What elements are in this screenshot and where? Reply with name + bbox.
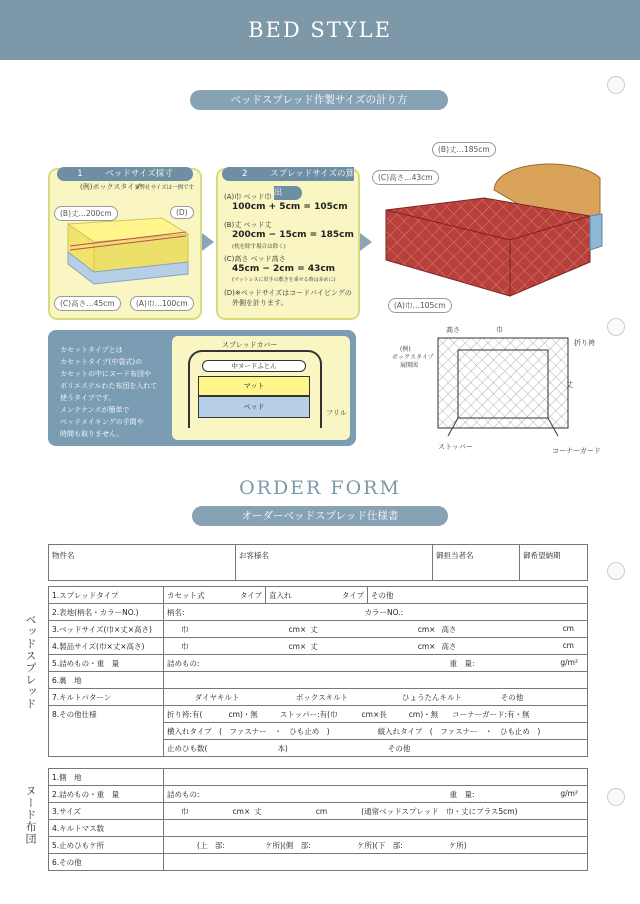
filling-field[interactable]: 詰めもの: 重 量: g/m² xyxy=(164,655,588,672)
note-label: ※弊社サイズは一例です xyxy=(135,185,195,191)
calc-d-note: (D)※ベッドサイズはコードパイピングの xyxy=(224,289,352,297)
cassette-description: カセットタイプとは カセットタイプ(中袋式)の カセットの中にヌード布団や ポリエステルわた布団を入れて 使うタイプです。 メンテナンスが簡単で ベッドメイキングの手間や 時間も取りません。 xyxy=(60,346,158,438)
futon-filling-field[interactable]: 詰めもの: 重 量: g/m² xyxy=(164,786,588,803)
row-label: 3.ベッドサイズ(巾×丈×高さ) xyxy=(49,621,164,638)
row-label: 7.キルトパターン xyxy=(49,689,164,706)
type-direct[interactable]: 直入れ タイプ xyxy=(266,587,368,604)
delivery-date-field[interactable]: 御希望納期 xyxy=(520,545,588,581)
example-label: (例)ボックスタイプ xyxy=(80,183,142,191)
row-label: 6.その他 xyxy=(49,854,164,871)
calc-b-label: (B)丈 ベッド丈 xyxy=(224,221,272,229)
a-width-label: (A)巾…100cm xyxy=(130,296,194,311)
row-label: 5.詰めもの・重 量 xyxy=(49,655,164,672)
box-height-label: 高さ xyxy=(446,326,460,334)
calc-c-label: (C)高さ ベッド高さ xyxy=(224,255,286,263)
bed-base: ベッド xyxy=(198,396,310,418)
panel-title: 2 スプレッドサイズの算出 xyxy=(222,167,354,200)
row-label: 6.裏 地 xyxy=(49,672,164,689)
order-form-title: ORDER FORM xyxy=(239,477,401,499)
lining-field[interactable] xyxy=(164,672,588,689)
row-label: 4.キルトマス数 xyxy=(49,820,164,837)
product-size-field[interactable]: 巾 cm× 丈 cm× 高さ cm xyxy=(164,638,588,655)
binder-hole xyxy=(607,318,625,336)
calc-b-value: 200cm − 15cm = 185cm xyxy=(232,230,354,240)
calc-a-value: 100cm + 5cm = 105cm xyxy=(232,202,348,212)
project-name-field[interactable]: 物件名 xyxy=(49,545,236,581)
d-label: (D) xyxy=(170,206,194,219)
c-height-label: (C)高さ…45cm xyxy=(54,296,121,311)
type-other[interactable]: その他 xyxy=(368,587,588,604)
customer-name-field[interactable]: お客様名 xyxy=(236,545,433,581)
page-title: BED STYLE xyxy=(248,18,392,42)
box-length-label: 丈 xyxy=(566,381,573,389)
row-label: 8.その他仕様 xyxy=(49,706,164,757)
tie-locations-field[interactable]: (上 部: ケ所)(側 部: ケ所)(下 部: ケ所) xyxy=(164,837,588,854)
futon-other-field[interactable] xyxy=(164,854,588,871)
spread-size-panel xyxy=(216,168,360,320)
quilt-count-field[interactable] xyxy=(164,820,588,837)
other-spec-field[interactable]: 折り袴:有( cm)・無 ストッパー:有(巾 cm×長 cm)・無 コーナーガード:有・無 xyxy=(164,706,588,723)
arrow-right-icon xyxy=(202,233,214,251)
page-header xyxy=(0,0,640,60)
type-cassette[interactable]: カセット式 タイプ xyxy=(164,587,266,604)
calc-d-note2: 外側を計ります。 xyxy=(232,299,288,307)
calc-a-label: (A)巾 ベッド巾 xyxy=(224,193,272,201)
row-label: 1.側 地 xyxy=(49,769,164,786)
calc-c-value: 45cm − 2cm = 43cm xyxy=(232,264,336,274)
panel-title: 1 ベッドサイズ採寸 xyxy=(57,167,192,181)
order-top-table xyxy=(48,544,588,581)
box-width-label: 巾 xyxy=(496,326,503,334)
fabric-field[interactable]: 柄名: カラーNO.: xyxy=(164,604,588,621)
measure-heading: ベッドスプレッド作製サイズの計り方 xyxy=(190,90,448,110)
cassette-info-panel xyxy=(48,330,356,446)
bedspread-spec-table xyxy=(48,586,588,757)
contact-person-field[interactable]: 御担当者名 xyxy=(433,545,520,581)
b-length-label: (B)丈…200cm xyxy=(54,206,118,221)
frill-label: フリル xyxy=(326,409,347,417)
row-label: 2.詰めもの・重 量 xyxy=(49,786,164,803)
row-label: 3.サイズ xyxy=(49,803,164,820)
box-note: 展開図 xyxy=(400,362,419,369)
insert-type-field[interactable]: 横入れタイプ ( ファスナー ・ ひも止め ) 縦入れタイプ ( ファスナー ・ ひも止め ) xyxy=(164,723,588,740)
row-label: 4.製品サイズ(巾×丈×高さ) xyxy=(49,638,164,655)
box-corner-label: コーナーガード xyxy=(552,447,601,455)
binder-hole xyxy=(607,562,625,580)
binder-hole xyxy=(607,788,625,806)
order-form-heading: オーダーベッドスプレッド仕様書 xyxy=(192,506,448,526)
cover-label: スプレッドカバー xyxy=(222,341,278,349)
product-c-label: (C)高さ…43cm xyxy=(372,170,439,185)
box-stopper-label: ストッパー xyxy=(438,443,473,451)
bed-size-panel xyxy=(48,168,202,320)
cassette-diagram xyxy=(172,336,350,440)
futon-size-field[interactable]: 巾 cm× 丈 cm (通常ベッドスプレッド 巾・丈にプラス5cm) xyxy=(164,803,588,820)
bed-size-field[interactable]: 巾 cm× 丈 cm× 高さ cm xyxy=(164,621,588,638)
product-a-label: (A)巾…105cm xyxy=(388,298,452,313)
box-note: (例) xyxy=(400,346,411,353)
calc-c-note: (マットレスに厚手の敷きを乗せる時は多めに) xyxy=(232,277,336,283)
row-label: 5.止めひもケ所 xyxy=(49,837,164,854)
side-fabric-field[interactable] xyxy=(164,769,588,786)
mattress: マット xyxy=(198,376,310,396)
box-note: ボックスタイプ xyxy=(392,354,434,361)
tie-count-field[interactable]: 止めひも数( 本) その他 xyxy=(164,740,588,757)
nude-futon: 中ヌードふとん xyxy=(202,360,306,372)
quilt-pattern-field[interactable]: ダイヤキルト ボックスキルト ひょうたんキルト その他 xyxy=(164,689,588,706)
box-pattern-diagram xyxy=(420,320,590,455)
calc-b-note: (枕を除す場合は除く) xyxy=(232,244,286,250)
row-label: 1.スプレッドタイプ xyxy=(49,587,164,604)
binder-hole xyxy=(607,76,625,94)
section-label-bedspread: ベッドスプレッド xyxy=(24,614,37,710)
row-label: 2.表地(柄名・カラーNO.) xyxy=(49,604,164,621)
nude-futon-spec-table xyxy=(48,768,588,871)
arrow-right-icon xyxy=(360,233,372,251)
product-b-label: (B)丈…185cm xyxy=(432,142,496,157)
box-fold-label: 折り袴 xyxy=(574,339,595,347)
section-label-nude-futon: ヌード布団 xyxy=(24,785,37,845)
